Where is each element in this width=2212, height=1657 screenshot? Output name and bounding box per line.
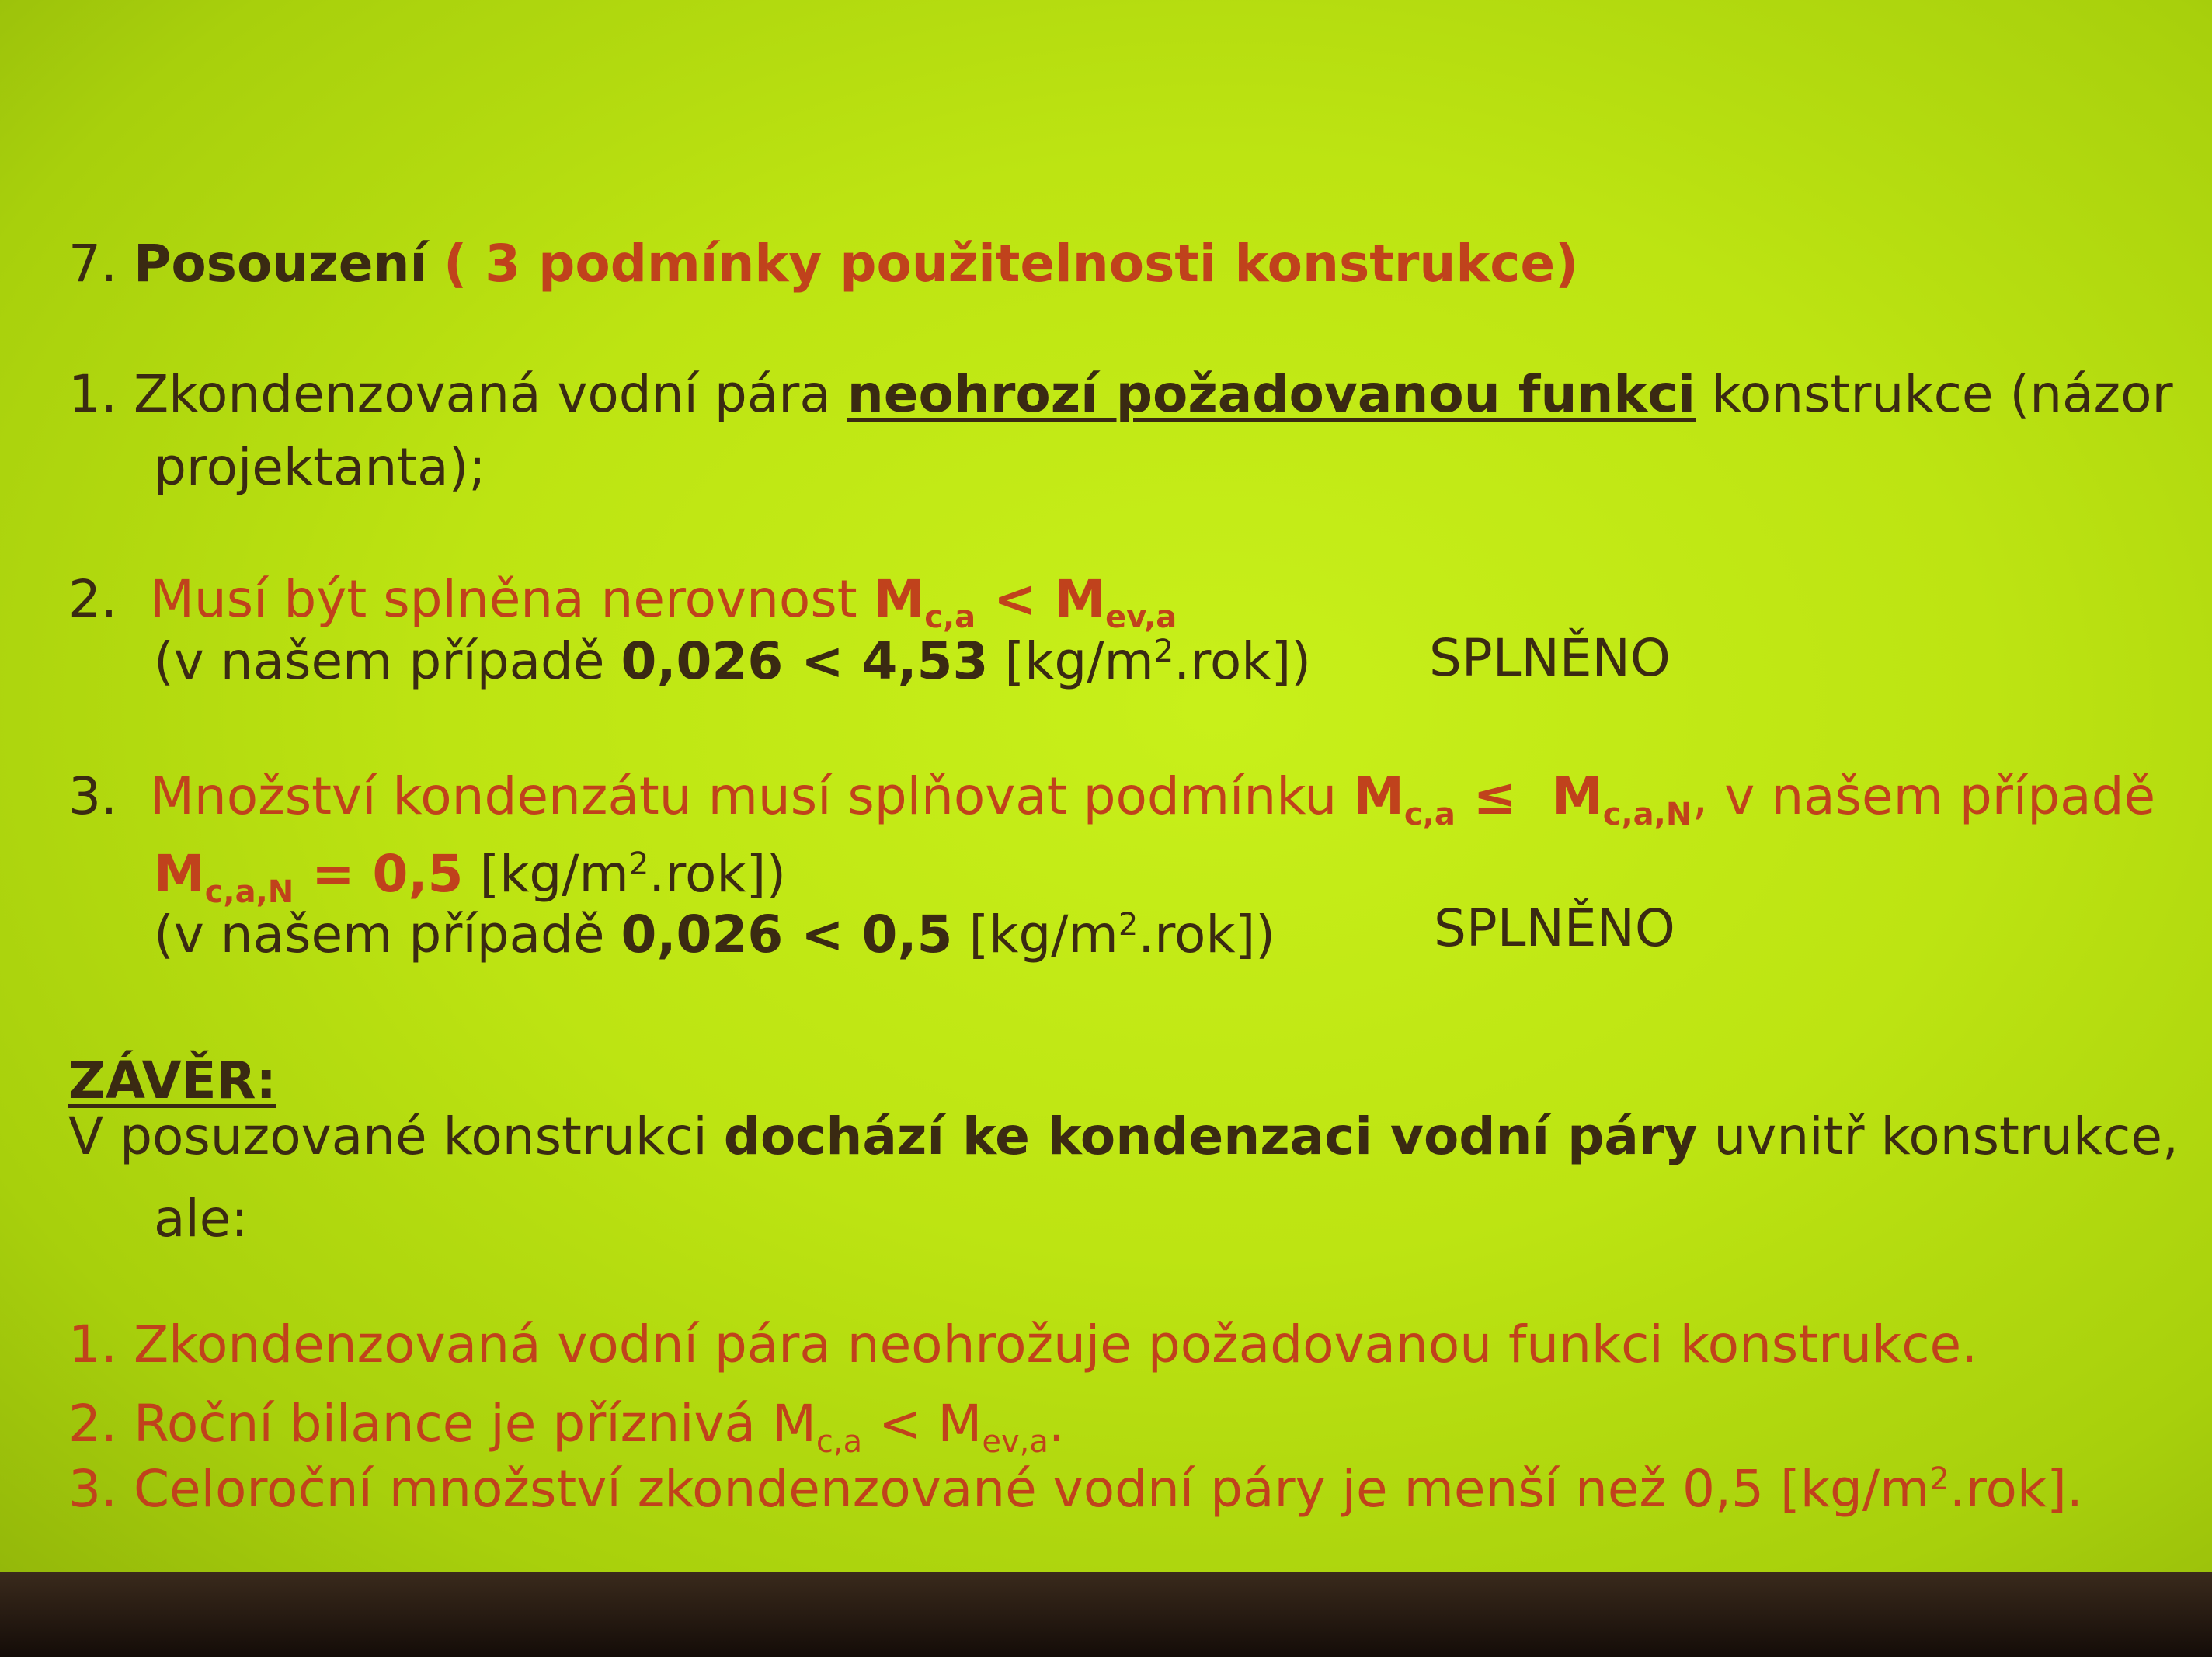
condition-2-values: 0,026 < 4,53 <box>621 631 989 691</box>
less-or-equal-sign: ≤ <box>1473 766 1517 826</box>
condition-1-continuation: projektanta); <box>154 437 486 497</box>
conclusion-item-2 <box>68 1393 1065 1460</box>
unit-part: [kg/m <box>1004 631 1154 691</box>
unit-end: .rok]) <box>649 844 787 904</box>
heading-subtitle: ( 3 podmínky použitelnosti konstrukce) <box>443 234 1579 294</box>
subscript-caN: c,a,N <box>1602 797 1692 832</box>
condition-3-values: 0,026 < 0,5 <box>621 905 953 964</box>
condition-3-line-3 <box>154 904 1275 966</box>
condition-3-case-label: (v našem případě <box>154 905 605 964</box>
symbol-m-ca: M <box>873 569 925 629</box>
condition-3-text-end: , v našem případě <box>1692 766 2156 826</box>
condition-3-number: 3. <box>68 766 117 826</box>
conclusion-line-1 <box>68 1106 2179 1168</box>
item-text-end: . <box>1048 1394 1065 1454</box>
condition-2-line-1 <box>68 568 1177 635</box>
condition-3-status <box>1434 898 1675 960</box>
condition-2-line-2 <box>154 630 1311 693</box>
conclusion-title <box>68 1050 276 1112</box>
item-text: Zkondenzovaná vodní pára neohrožuje požadovanou funkci konstrukce. <box>133 1315 1978 1374</box>
subscript-ca: c,a <box>924 599 976 635</box>
item-text-mid: < M <box>862 1394 983 1454</box>
condition-2-number: 2. <box>68 569 117 629</box>
conclusion-continuation: ale: <box>154 1189 249 1249</box>
unit-superscript: 2 <box>1118 907 1139 943</box>
item-number: 2. <box>68 1394 117 1454</box>
heading-title: Posouzení <box>133 234 428 294</box>
conclusion-text: V posuzované konstrukci <box>68 1106 708 1166</box>
status-text: SPLNĚNO <box>1429 628 1671 688</box>
condition-2-text: Musí být splněna nerovnost <box>149 569 857 629</box>
unit-part: [kg/m <box>969 905 1118 964</box>
condition-1-text-end: konstrukce (názor <box>1712 364 2173 424</box>
unit-superscript: 2 <box>628 846 649 882</box>
condition-1-line-1 <box>68 363 2173 426</box>
conclusion-item-3 <box>68 1458 2083 1520</box>
subscript-ca: c,a <box>816 1424 863 1460</box>
limit-value: = 0,5 <box>311 844 464 904</box>
condition-3-line-2 <box>154 843 787 910</box>
unit-superscript: 2 <box>1929 1461 1949 1497</box>
subscript-eva: ev,a <box>1105 599 1177 635</box>
condition-1-emphasis: neohrozí požadovanou funkci <box>847 364 1696 424</box>
subscript-eva: ev,a <box>982 1424 1049 1460</box>
item-number: 3. <box>68 1459 117 1519</box>
unit-end: .rok]) <box>1174 631 1311 691</box>
less-than-sign: < <box>993 569 1037 629</box>
symbol-m-eva: M <box>1054 569 1106 629</box>
heading <box>68 233 1578 295</box>
unit-part: [kg/m <box>479 844 629 904</box>
condition-1-text: Zkondenzovaná vodní pára <box>133 364 831 424</box>
conclusion-item-1 <box>68 1314 1977 1376</box>
unit-superscript: 2 <box>1153 634 1174 669</box>
conclusion-text-end: uvnitř konstrukce, <box>1713 1106 2179 1166</box>
condition-2-case-label: (v našem případě <box>154 631 605 691</box>
conclusion-emphasis: dochází ke kondenzaci vodní páry <box>723 1106 1698 1166</box>
conclusion-line-2 <box>154 1188 249 1250</box>
item-text: Roční bilance je příznivá M <box>133 1394 816 1454</box>
condition-3-line-1 <box>68 766 2156 832</box>
room-floor-edge <box>0 1572 2212 1657</box>
unit-end: .rok]) <box>1138 905 1276 964</box>
item-text: Celoroční množství zkondenzované vodní páry je menší než 0,5 [kg/m <box>133 1459 1930 1519</box>
status-text: SPLNĚNO <box>1434 898 1675 958</box>
subscript-caN: c,a,N <box>204 874 294 910</box>
heading-number: 7. <box>68 234 117 294</box>
item-text-end: .rok]. <box>1949 1459 2083 1519</box>
symbol-m-caN: M <box>154 844 205 904</box>
conclusion-heading: ZÁVĚR: <box>68 1051 276 1110</box>
condition-2-status <box>1429 627 1671 690</box>
condition-3-text: Množství kondenzátu musí splňovat podmínku <box>149 766 1337 826</box>
condition-1-number: 1. <box>68 364 117 424</box>
symbol-m-caN: M <box>1552 766 1603 826</box>
subscript-ca: c,a <box>1403 797 1456 832</box>
condition-1-line-2 <box>154 436 486 498</box>
symbol-m-ca: M <box>1353 766 1404 826</box>
item-number: 1. <box>68 1315 117 1374</box>
